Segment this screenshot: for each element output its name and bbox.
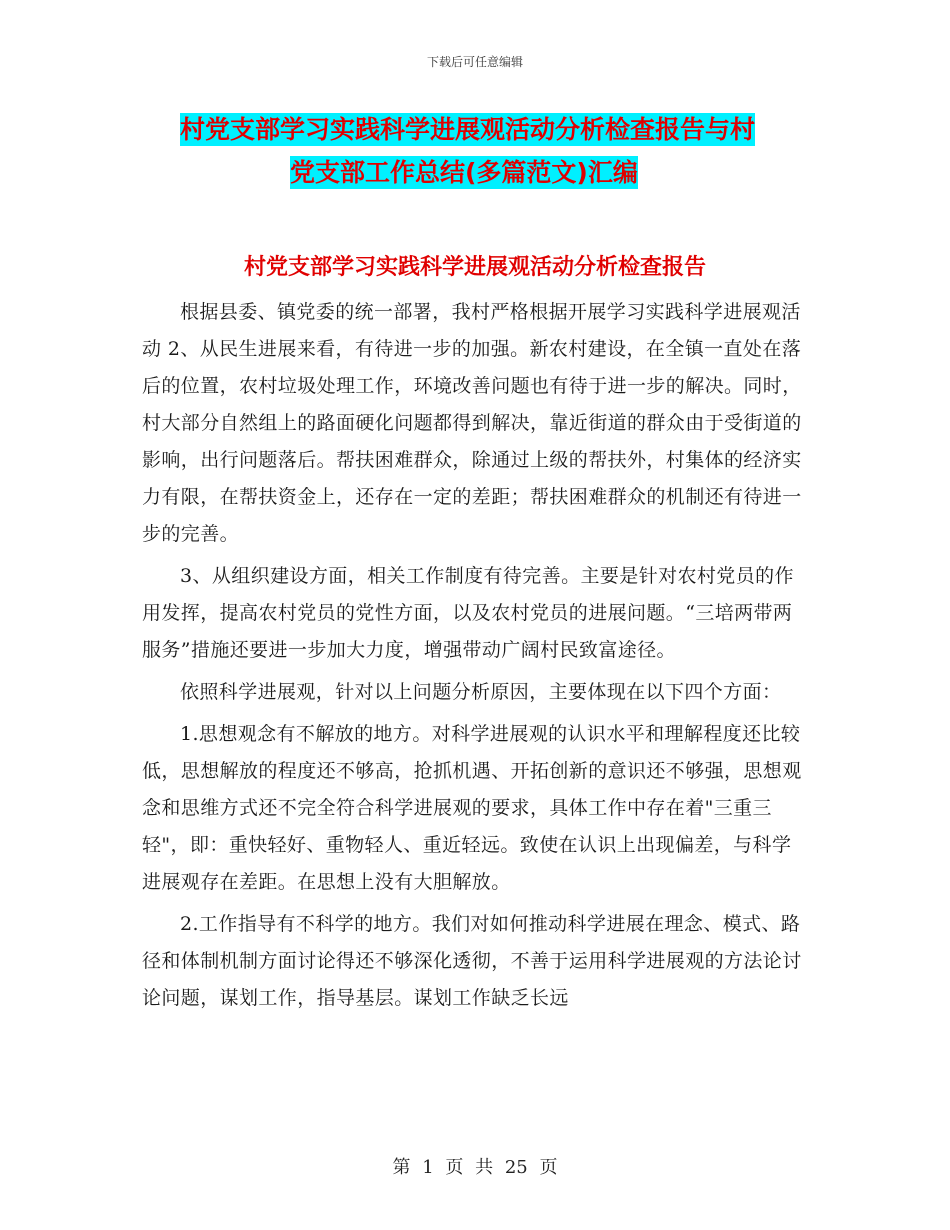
paragraph-2: 3、从组织建设方面，相关工作制度有待完善。主要是针对农村党员的作用发挥，提高农村党员的党性方面，以及农村党员的进展问题。“三培两带两服务”措施还要进一步加大力度，增强带动广阔村民致富途径。 xyxy=(142,565,794,661)
title-line-2-text: 党支部工作总结(多篇范文)汇编 xyxy=(290,158,638,187)
paragraph-1: 根据县委、镇党委的统一部署，我村严格根据开展学习实践科学进展观活动 2、从民生进展来看，有待进一步的加强。新农村建设，在全镇一直处在落后的位置，农村垃圾处理工作，环境改善问题也有待于进一步的解决。同时，村大部分自然组上的路面硬化问题都得到解决，靠近街道的群众由于受街道的影响，出行问题落后。帮扶困难群众，除通过上级的帮扶外，村集体的经济实力有限，在帮扶资金上，还存在一定的差距；帮扶困难群众的机制还有待进一步的完善。 xyxy=(142,301,802,545)
paragraph-4: 1.思想观念有不解放的地方。对科学进展观的认识水平和理解程度还比较低，思想解放的程度还不够高，抢抓机遇、开拓创新的意识还不够强，思想观念和思维方式还不完全符合科学进展观的要求，具体工作中存在着"三重三轻"，即：重快轻好、重物轻人、重近轻远。致使在认识上出现偏差，与科学进展观存在差距。在思想上没有大胆解放。 xyxy=(142,723,802,893)
title-line-1-text: 村党支部学习实践科学进展观活动分析检查报告与村 xyxy=(180,115,756,144)
body-text xyxy=(142,294,806,1017)
title-line-1 xyxy=(180,108,820,151)
page-number: 第 1 页 共 25 页 xyxy=(392,1157,558,1178)
paragraph-5: 2.工作指导有不科学的地方。我们对如何推动科学进展在理念、模式、路径和体制机制方面讨论得还不够深化透彻，不善于运用科学进展观的方法论讨论问题，谋划工作，指导基层。谋划工作缺乏长远 xyxy=(142,913,802,1009)
section-title: 村党支部学习实践科学进展观活动分析检查报告 xyxy=(243,255,706,280)
paragraph-3: 依照科学进展观，针对以上问题分析原因，主要体现在以下四个方面： xyxy=(180,681,782,703)
header-note: 下载后可任意编辑 xyxy=(426,55,523,69)
document-title xyxy=(180,108,820,194)
title-line-2 xyxy=(180,151,820,194)
